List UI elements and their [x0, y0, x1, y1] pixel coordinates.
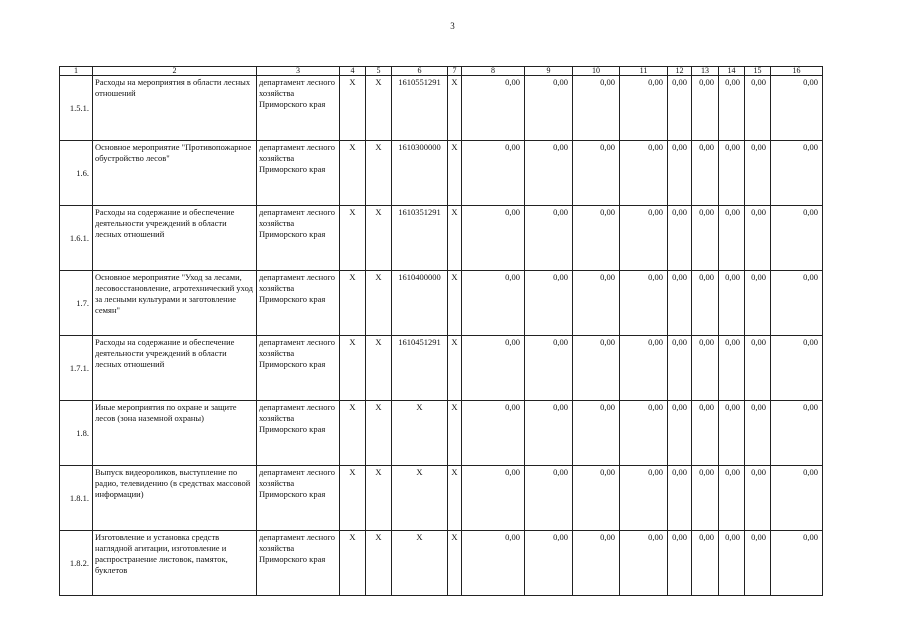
- row-number-cell: 1.6.: [60, 141, 93, 206]
- amount-cell: 0,00: [462, 336, 525, 401]
- amount-cell: 0,00: [719, 76, 745, 141]
- budget-code-cell: X: [392, 401, 448, 466]
- header-cell: 4: [340, 67, 366, 76]
- col7-cell: X: [448, 466, 462, 531]
- amount-cell: 0,00: [573, 466, 620, 531]
- amount-cell: 0,00: [462, 401, 525, 466]
- col5-cell: X: [366, 206, 392, 271]
- col4-cell: X: [340, 336, 366, 401]
- amount-cell: 0,00: [525, 401, 573, 466]
- col5-cell: X: [366, 401, 392, 466]
- amount-cell: 0,00: [719, 206, 745, 271]
- department-cell: департамент лесного хозяйства Приморского края: [257, 466, 340, 531]
- amount-cell: 0,00: [462, 466, 525, 531]
- budget-code-cell: 1610300000: [392, 141, 448, 206]
- header-cell: 13: [692, 67, 719, 76]
- amount-cell: 0,00: [668, 336, 692, 401]
- table-row: [60, 531, 823, 596]
- amount-cell: 0,00: [620, 336, 668, 401]
- amount-cell: 0,00: [745, 336, 771, 401]
- amount-cell: 0,00: [525, 466, 573, 531]
- amount-cell: 0,00: [620, 76, 668, 141]
- table-row: [60, 401, 823, 466]
- header-cell: 10: [573, 67, 620, 76]
- amount-cell: 0,00: [620, 206, 668, 271]
- amount-cell: 0,00: [573, 401, 620, 466]
- amount-cell: 0,00: [525, 206, 573, 271]
- amount-cell: 0,00: [462, 76, 525, 141]
- col4-cell: X: [340, 141, 366, 206]
- header-cell: 5: [366, 67, 392, 76]
- col4-cell: X: [340, 206, 366, 271]
- col4-cell: X: [340, 401, 366, 466]
- amount-cell: 0,00: [719, 466, 745, 531]
- header-cell: 16: [771, 67, 823, 76]
- amount-cell: 0,00: [692, 76, 719, 141]
- amount-cell: 0,00: [462, 271, 525, 336]
- amount-cell: 0,00: [668, 271, 692, 336]
- amount-cell: 0,00: [620, 271, 668, 336]
- amount-cell: 0,00: [462, 531, 525, 596]
- amount-cell: 0,00: [771, 271, 823, 336]
- amount-cell: 0,00: [745, 141, 771, 206]
- amount-cell: 0,00: [525, 141, 573, 206]
- amount-cell: 0,00: [620, 141, 668, 206]
- row-number-cell: 1.8.: [60, 401, 93, 466]
- page-number: 3: [450, 21, 455, 31]
- amount-cell: 0,00: [745, 206, 771, 271]
- header-cell: 2: [93, 67, 257, 76]
- amount-cell: 0,00: [668, 531, 692, 596]
- budget-code-cell: X: [392, 466, 448, 531]
- department-cell: департамент лесного хозяйства Приморского края: [257, 336, 340, 401]
- table-row: [60, 271, 823, 336]
- col4-cell: X: [340, 531, 366, 596]
- header-cell: 3: [257, 67, 340, 76]
- measure-name-cell: Иные мероприятия по охране и защите лесов (зона наземной охраны): [93, 401, 257, 466]
- department-cell: департамент лесного хозяйства Приморского края: [257, 206, 340, 271]
- header-cell: 12: [668, 67, 692, 76]
- amount-cell: 0,00: [525, 531, 573, 596]
- header-cell: 9: [525, 67, 573, 76]
- amount-cell: 0,00: [692, 466, 719, 531]
- amount-cell: 0,00: [771, 531, 823, 596]
- amount-cell: 0,00: [745, 531, 771, 596]
- col7-cell: X: [448, 76, 462, 141]
- amount-cell: 0,00: [745, 466, 771, 531]
- col7-cell: X: [448, 401, 462, 466]
- row-number-cell: 1.7.1.: [60, 336, 93, 401]
- col5-cell: X: [366, 336, 392, 401]
- col4-cell: X: [340, 466, 366, 531]
- budget-code-cell: 1610451291: [392, 336, 448, 401]
- header-cell: 15: [745, 67, 771, 76]
- measure-name-cell: Основное мероприятие "Противопожарное обустройство лесов": [93, 141, 257, 206]
- col4-cell: X: [340, 271, 366, 336]
- amount-cell: 0,00: [719, 531, 745, 596]
- measure-name-cell: Выпуск видеороликов, выступление по радио, телевидению (в средствах массовой информации): [93, 466, 257, 531]
- amount-cell: 0,00: [771, 76, 823, 141]
- header-cell: 7: [448, 67, 462, 76]
- header-cell: 1: [60, 67, 93, 76]
- department-cell: департамент лесного хозяйства Приморского края: [257, 531, 340, 596]
- amount-cell: 0,00: [525, 336, 573, 401]
- table-row: [60, 466, 823, 531]
- amount-cell: 0,00: [692, 271, 719, 336]
- department-cell: департамент лесного хозяйства Приморского края: [257, 401, 340, 466]
- col5-cell: X: [366, 466, 392, 531]
- amount-cell: 0,00: [573, 206, 620, 271]
- col7-cell: X: [448, 531, 462, 596]
- table-row: [60, 336, 823, 401]
- amount-cell: 0,00: [719, 336, 745, 401]
- amount-cell: 0,00: [719, 141, 745, 206]
- amount-cell: 0,00: [719, 271, 745, 336]
- budget-code-cell: X: [392, 531, 448, 596]
- amount-cell: 0,00: [771, 401, 823, 466]
- header-cell: 6: [392, 67, 448, 76]
- department-cell: департамент лесного хозяйства Приморского края: [257, 271, 340, 336]
- col5-cell: X: [366, 141, 392, 206]
- amount-cell: 0,00: [620, 531, 668, 596]
- col7-cell: X: [448, 141, 462, 206]
- amount-cell: 0,00: [668, 76, 692, 141]
- amount-cell: 0,00: [745, 76, 771, 141]
- col7-cell: X: [448, 336, 462, 401]
- amount-cell: 0,00: [692, 141, 719, 206]
- col5-cell: X: [366, 531, 392, 596]
- amount-cell: 0,00: [719, 401, 745, 466]
- header-cell: 14: [719, 67, 745, 76]
- amount-cell: 0,00: [745, 271, 771, 336]
- amount-cell: 0,00: [692, 336, 719, 401]
- amount-cell: 0,00: [573, 271, 620, 336]
- col5-cell: X: [366, 76, 392, 141]
- amount-cell: 0,00: [771, 141, 823, 206]
- col7-cell: X: [448, 271, 462, 336]
- amount-cell: 0,00: [668, 206, 692, 271]
- amount-cell: 0,00: [668, 401, 692, 466]
- amount-cell: 0,00: [668, 141, 692, 206]
- row-number-cell: 1.8.2.: [60, 531, 93, 596]
- amount-cell: 0,00: [525, 76, 573, 141]
- measure-name-cell: Расходы на содержание и обеспечение деятельности учреждений в области лесных отношений: [93, 206, 257, 271]
- table-row: [60, 76, 823, 141]
- table-row: [60, 141, 823, 206]
- budget-table: [59, 66, 823, 596]
- budget-code-cell: 1610351291: [392, 206, 448, 271]
- amount-cell: 0,00: [771, 466, 823, 531]
- amount-cell: 0,00: [573, 141, 620, 206]
- row-number-cell: 1.7.: [60, 271, 93, 336]
- amount-cell: 0,00: [745, 401, 771, 466]
- amount-cell: 0,00: [771, 336, 823, 401]
- row-number-cell: 1.8.1.: [60, 466, 93, 531]
- header-row: [60, 67, 823, 76]
- budget-code-cell: 1610400000: [392, 271, 448, 336]
- table-row: [60, 206, 823, 271]
- department-cell: департамент лесного хозяйства Приморского края: [257, 141, 340, 206]
- amount-cell: 0,00: [620, 401, 668, 466]
- amount-cell: 0,00: [462, 141, 525, 206]
- measure-name-cell: Расходы на содержание и обеспечение деятельности учреждений в области лесных отношений: [93, 336, 257, 401]
- amount-cell: 0,00: [692, 531, 719, 596]
- amount-cell: 0,00: [771, 206, 823, 271]
- row-number-cell: 1.5.1.: [60, 76, 93, 141]
- amount-cell: 0,00: [692, 206, 719, 271]
- col4-cell: X: [340, 76, 366, 141]
- amount-cell: 0,00: [668, 466, 692, 531]
- amount-cell: 0,00: [573, 76, 620, 141]
- amount-cell: 0,00: [620, 466, 668, 531]
- amount-cell: 0,00: [573, 531, 620, 596]
- col5-cell: X: [366, 271, 392, 336]
- header-cell: 8: [462, 67, 525, 76]
- budget-code-cell: 1610551291: [392, 76, 448, 141]
- header-cell: 11: [620, 67, 668, 76]
- row-number-cell: 1.6.1.: [60, 206, 93, 271]
- amount-cell: 0,00: [692, 401, 719, 466]
- measure-name-cell: Изготовление и установка средств наглядной агитации, изготовление и распространение листовок, памяток, буклетов: [93, 531, 257, 596]
- col7-cell: X: [448, 206, 462, 271]
- measure-name-cell: Основное мероприятие "Уход за лесами, лесовосстановление, агротехнический уход за лесными культурами и заготовление семян": [93, 271, 257, 336]
- amount-cell: 0,00: [525, 271, 573, 336]
- department-cell: департамент лесного хозяйства Приморского края: [257, 76, 340, 141]
- amount-cell: 0,00: [573, 336, 620, 401]
- measure-name-cell: Расходы на мероприятия в области лесных отношений: [93, 76, 257, 141]
- amount-cell: 0,00: [462, 206, 525, 271]
